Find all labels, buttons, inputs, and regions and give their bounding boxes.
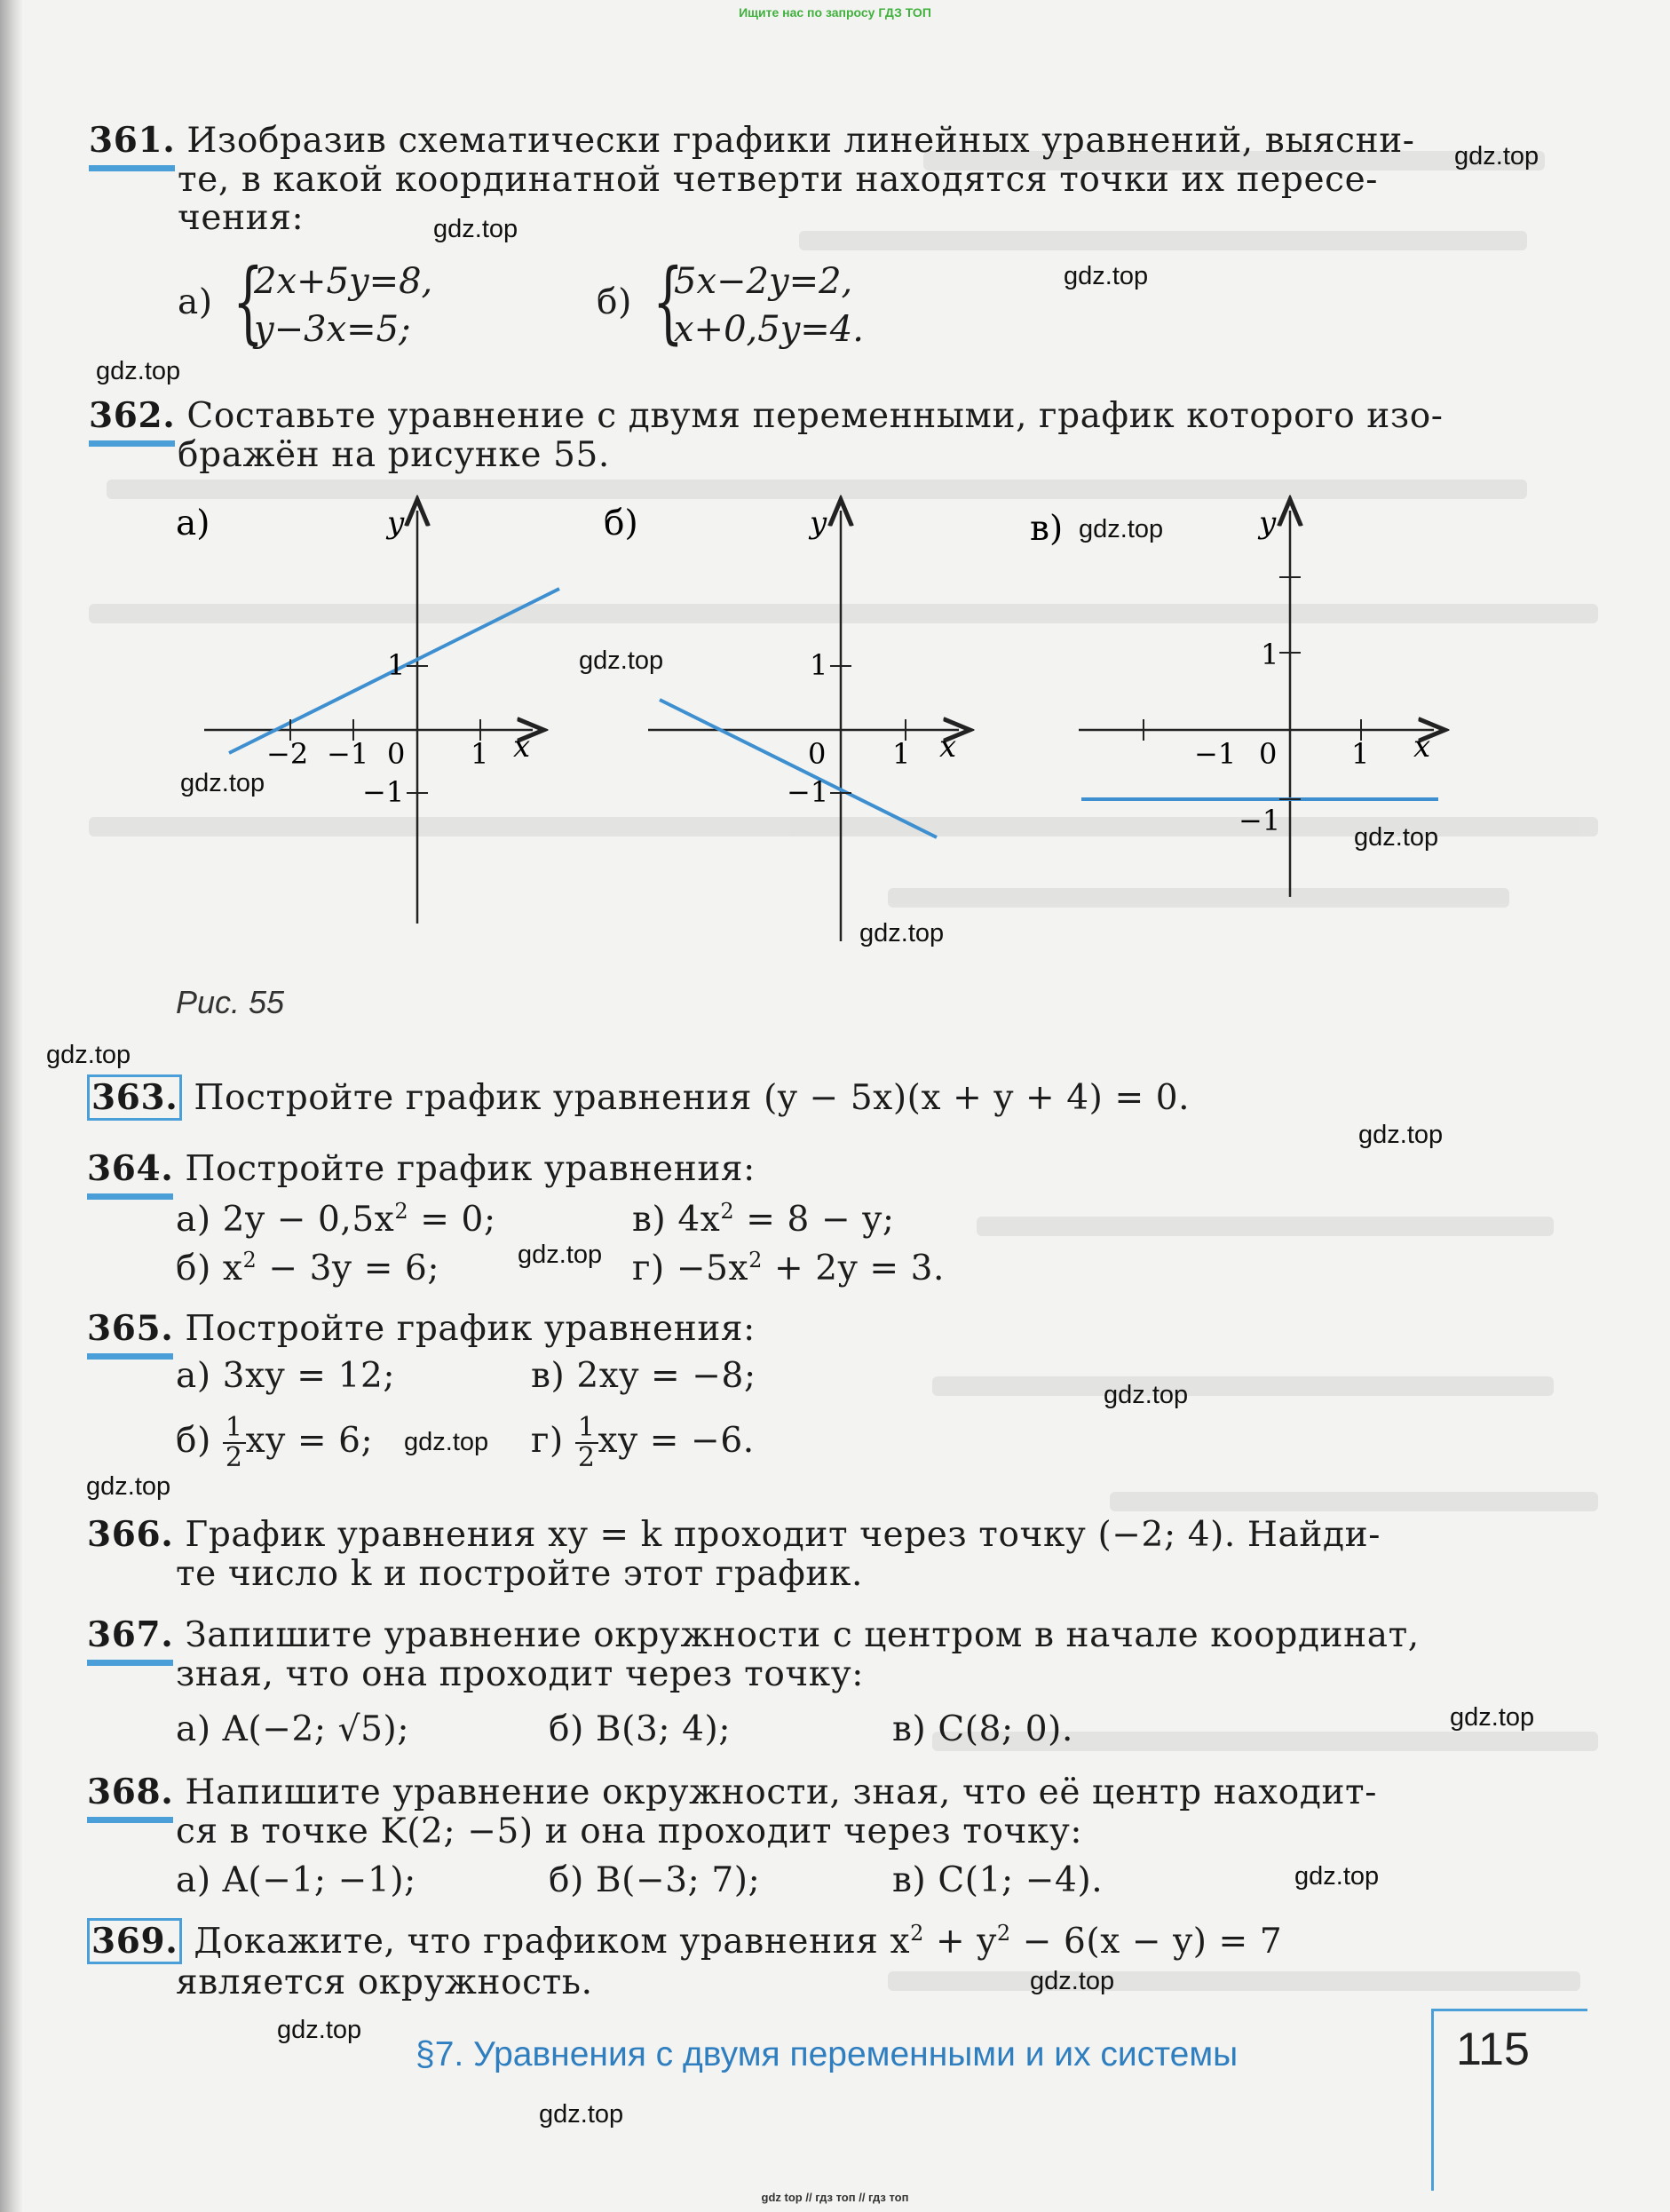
graph-a-tick-x-2: −2 [266,737,309,771]
graph-a-y-label: y [387,505,405,541]
problem-369-number: 369. [87,1918,182,1964]
graph-b-label: б) [604,503,638,543]
graph-b-y-label: y [810,505,827,541]
watermark: gdz.top [404,1428,489,1456]
watermark: gdz.top [579,646,664,675]
problem-368-v: в) C(1; −4). [892,1860,1104,1900]
watermark: gdz.top [1079,515,1164,543]
problem-365-b: б) $\frac{1}{2}$ xy = 6; [176,1412,374,1473]
watermark: gdz.top [277,2016,362,2044]
problem-363: 363. Постройте график уравнения (y − 5x)(x + y + 4) = 0. [87,1077,1190,1118]
figure-55-caption: Рис. 55 [176,984,285,1020]
problem-366-line2: те число k и постройте этот график. [176,1554,863,1594]
problem-364-v: в) $4x^2 = 8 - y$; [632,1199,895,1240]
watermark: gdz.top [539,2100,624,2129]
graph-b [604,503,959,941]
problem-361-line2: те, в какой координатной четверти находятся точки их пересе- [178,160,1379,200]
header-note: Ищите нас по запросу ГДЗ ТОП [739,5,931,20]
watermark: gdz.top [1064,262,1149,290]
problem-361-b-label: б) [597,282,632,322]
problem-364: 364. Постройте график уравнения: [87,1148,756,1189]
problem-367-v: в) C(8; 0). [892,1709,1073,1749]
problem-366-line1: 366. График уравнения xy = k проходит через точку (−2; 4). Найди- [87,1514,1381,1555]
graph-b-tick-y-1: −1 [787,775,829,809]
page-number-frame-top [1431,2009,1587,2011]
graph-a-tick-x-1: −1 [327,737,369,771]
problem-361-line3: чения: [178,198,305,238]
watermark: gdz.top [1454,142,1539,170]
problem-365-a: а) 3xy = 12; [176,1356,396,1396]
watermark: gdz.top [1354,823,1439,852]
problem-368-line2: ся в точке K(2; −5) и она проходит через точку: [176,1812,1083,1851]
graph-a-x-label: x [513,729,531,765]
problem-366-number: 366. [87,1514,174,1555]
fraction-one-half: $\frac{1}{2}$ [575,1414,598,1472]
problem-361-number: 361. [89,120,176,161]
section-footer-title: §7. Уравнения с двумя переменными и их системы [416,2035,1239,2073]
problem-367-b: б) B(3; 4); [549,1709,732,1749]
problem-368-a: а) A(−1; −1); [176,1860,416,1900]
problem-361-b-system: { 5x−2y=2, x+0,5y=4. [653,250,864,353]
problem-364-g: $г) -5x^2 + 2y = 3$. [632,1248,946,1288]
problem-362-line1: 362. Составьте уравнение с двумя переменными, график которого изо- [89,395,1444,436]
watermark: gdz.top [518,1241,603,1269]
watermark: gdz.top [1294,1862,1380,1891]
watermark: gdz.top [859,919,945,947]
page-number-frame-left [1431,2009,1434,2191]
graph-c-label: в) [1030,509,1064,549]
problem-367-number: 367. [87,1614,174,1655]
graph-b-tick-x1: 1 [892,737,911,771]
watermark: gdz.top [1030,1967,1115,1995]
graph-c-tick-origin: 0 [1259,737,1278,771]
problem-365-number: 365. [87,1308,174,1349]
problem-362-line2: бражён на рисунке 55. [178,435,610,475]
graph-b-tick-origin: 0 [808,737,827,771]
problem-361-line1: 361. Изобразив схематически графики линейных уравнений, выясни- [89,120,1415,161]
watermark: gdz.top [46,1041,131,1069]
graph-c-tick-y-1: −1 [1239,804,1281,837]
graph-c-x-label: x [1413,729,1431,765]
watermark: gdz.top [96,357,181,385]
problem-368-b: б) B(−3; 7); [549,1860,761,1900]
problem-365-v: в) 2xy = −8; [531,1356,756,1396]
graph-a-tick-x1: 1 [471,737,489,771]
page-number: 115 [1456,2024,1530,2075]
footer-note: gdz top // гдз топ // гдз топ [761,2191,909,2204]
problem-369-line1: 369. Докажите, что графиком уравнения $x^2 + y^2 - 6(x - y) = 7$ [87,1921,1282,1962]
watermark: gdz.top [180,769,265,797]
graph-a-tick-origin: 0 [387,737,406,771]
watermark: gdz.top [1104,1381,1189,1409]
problem-365-g: г) $\frac{1}{2}$ xy = −6. [531,1412,755,1473]
problem-363-number: 363. [87,1074,182,1121]
graph-a [176,503,559,924]
problem-361-a-system: { 2x+5y=8, y−3x=5; [233,250,433,353]
graph-b-x-label: x [939,729,957,765]
problem-361-a-label: а) [178,282,213,322]
problem-367-a: а) A(−2; √5); [176,1709,410,1749]
problem-364-b: б) $x^2 - 3y = 6$; [176,1248,440,1288]
graph-c-tick-y1: 1 [1261,638,1279,671]
fraction-one-half: $\frac{1}{2}$ [223,1414,246,1472]
watermark: gdz.top [86,1472,171,1501]
watermark: gdz.top [1358,1121,1444,1149]
watermark: gdz.top [1450,1703,1535,1732]
graph-c-y-label: y [1259,505,1277,541]
graph-c-tick-x1: 1 [1351,737,1370,771]
graph-b-tick-y1: 1 [810,648,828,682]
problem-369-line2: является окружность. [176,1962,593,2002]
problem-367-line2: зная, что она проходит через точку: [176,1654,865,1694]
problem-368-number: 368. [87,1772,174,1812]
problem-364-a: а) $2y - 0,5x^2 = 0$; [176,1199,496,1240]
graph-a-label: а) [176,503,210,543]
problem-367-line1: 367. Запишите уравнение окружности с центром в начале координат, [87,1614,1420,1655]
problem-362-number: 362. [89,395,176,436]
problem-368-line1: 368. Напишите уравнение окружности, зная, что её центр находит- [87,1772,1378,1812]
problem-365: 365. Постройте график уравнения: [87,1308,756,1349]
graph-c-tick-x-1: −1 [1194,737,1237,771]
graph-a-tick-y1: 1 [387,648,406,682]
graph-a-tick-y-1: −1 [362,775,405,809]
watermark: gdz.top [433,215,518,243]
problem-364-number: 364. [87,1148,174,1189]
